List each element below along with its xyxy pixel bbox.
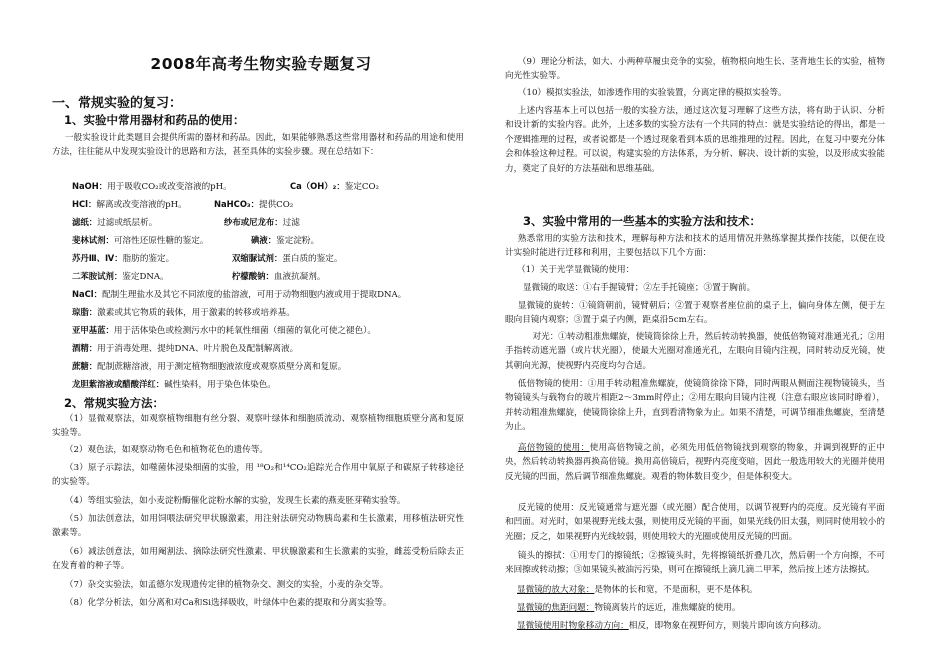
section-heading-1: 一、常规实验的复习： — [52, 96, 183, 111]
high-power-label: 高倍物镜的使用： — [517, 443, 590, 453]
reagent-term: NaHCO₃： — [214, 199, 259, 209]
method-10: （10）模拟实验法，如渗透作用的实验装置，分离定律的模拟实验等。 — [517, 88, 787, 98]
reagent-desc: 激素或其它物质的载体，用于激素的转移或培养基。 — [97, 308, 295, 318]
reagent-term: 蔗糖： — [72, 361, 98, 371]
techniques-intro: 熟悉常用的实验方法和技术，理解每种方法和技术的适用情况并熟练掌握其操作技能，以便在设计实验时能进行迁移和利用，主要包括以下几个方面： — [505, 234, 885, 259]
reagent-naoh — [72, 179, 232, 194]
movement-note — [517, 619, 885, 633]
microscope-placement: 显微镜的旋转：①镜筒朝前，镜臂朝后；②置于观察者座位前的桌子上，偏向身体左侧，便于左眼向目镜内观察；③置于桌子内侧，距桌沿5cm左右。 — [505, 301, 885, 326]
method-3: （3）原子示踪法，如噬菌体浸染细菌的实验，用 ¹⁸O₂和¹⁴CO₂追踪光合作用中氧原子和碳原子转移途径的实验等。 — [52, 463, 464, 488]
reagent-term: 二苯胺试剂： — [72, 271, 123, 281]
method-6: （6）减法创意法，如用阉割法、摘除法研究性激素、甲状腺激素和生长激素的实验，雌蕊受粉后除去正在发育着的种子等。 — [52, 547, 464, 572]
low-power-use: 低倍物镜的使用：①用手转动粗准焦螺旋，使镜筒徐徐下降，同时两眼从侧面注视物镜镜头，当物镜镜头与载物台的玻片相距2～3mm时停止；②用左眼向目镜内注视（注意右眼应该同时睁着），并转动粗准焦螺旋，使镜筒徐徐上升，直到看清物象为止。如果不清楚，可调节细准焦螺旋，至清楚为止。 — [505, 379, 885, 433]
reagent-term: 龙胆紫溶液或醋酸洋红： — [72, 379, 165, 389]
reagent-term: 滤纸： — [72, 217, 98, 227]
reagent-desc: 脂肪的鉴定。 — [122, 254, 175, 264]
subsection-heading-1: 1、实验中常用器材和药品的使用： — [64, 113, 245, 127]
reagent-desc: 蛋白质的鉴定。 — [282, 254, 343, 264]
reagent-desc: 过滤 — [282, 218, 300, 228]
reagent-desc: 鉴定DNA。 — [122, 272, 169, 282]
reagent-term: NaOH： — [72, 181, 108, 191]
focus-text: 物镜离装片的远近，准焦螺旋的使用。 — [594, 603, 741, 613]
mirror-use: 反光镜的使用：反光镜通常与遮光器（或光圈）配合使用，以调节视野内的亮度。反光镜有平面和凹面。对光时，如果视野光线太强，则使用反光镜的平面，如果光线仍旧太强，则同时使用较小的光圈；反之，如果视野内光线较弱，则使用较大的光圈或使用反光镜的凹面。 — [505, 503, 885, 542]
reagent-term: 琼脂： — [72, 307, 98, 317]
reagent-term: NaCl： — [72, 289, 103, 299]
high-power-use — [505, 441, 885, 484]
reagent-biuret — [232, 251, 342, 266]
microscope-carry: 显微镜的取送：①右手握镜臂；②左手托镜座；③置于胸前。 — [523, 283, 756, 293]
reagent-desc: 用于吸收CO₂或改变溶液的pH。 — [107, 182, 232, 192]
reagent-nacl — [72, 287, 406, 302]
reagent-term: 碘液： — [251, 235, 277, 245]
reagent-fehling — [72, 233, 208, 248]
reagent-alcohol — [72, 341, 298, 356]
reagent-term: 斐林试剂： — [72, 235, 114, 245]
subsection-heading-2: 2、常规实验方法： — [64, 396, 165, 410]
reagent-desc: 可溶性还原性糖的鉴定。 — [113, 236, 209, 246]
reagent-term: 纱布或尼龙布： — [224, 217, 283, 227]
focus-label: 显微镜的焦距问题： — [517, 603, 595, 613]
reagent-desc: 配制蔗糖溶液，用于测定植物细胞液浓度或观察质壁分离和复原。 — [97, 362, 347, 372]
reagent-term: Ca（OH）₂： — [290, 181, 345, 191]
page-title: 2008年高考生物实验专题复习 — [150, 55, 372, 73]
method-7: （7）杂交实验法，如孟德尔发现遗传定律的植物杂交、测交的实验，小麦的杂交等。 — [64, 580, 389, 590]
subsection-heading-3: 3、实验中常用的一些基本的实验方法和技术： — [523, 214, 761, 228]
reagent-desc: 解离或改变溶液的pH。 — [96, 200, 187, 210]
movement-text: 相反，即物象在视野何方，则装片即向该方向移动。 — [628, 621, 827, 631]
reagent-term: 酒精： — [72, 343, 98, 353]
reagent-term: 苏丹Ⅲ、Ⅳ： — [72, 253, 123, 263]
reagent-gentian-violet — [72, 377, 276, 392]
method-5: （5）加法创意法，如用饲喂法研究甲状腺激素，用注射法研究动物胰岛素和生长激素，用移植法研究性激素等。 — [52, 514, 464, 539]
method-9: （9）理论分析法，如大、小两种草履虫竞争的实验，植物根向地生长、茎背地生长的实验，植物向光性实验等。 — [505, 57, 885, 82]
reagent-iodine — [251, 233, 319, 248]
intro-paragraph: 一般实验设计此类题目会提供所需的器材和药品。因此，如果能够熟悉这些常用器材和药品的用途和使用方法，往往能从中发现实验设计的思路和方法，甚至具体的实验步骤。现在总结如下： — [52, 133, 464, 158]
reagent-term: 双缩脲试剂： — [232, 253, 283, 263]
reagent-methylene-blue — [72, 323, 376, 338]
reagent-term: 亚甲基蓝： — [72, 325, 114, 335]
reagent-hcl — [72, 197, 187, 212]
magnification-text: 是物体的长和宽，不是面积，更不是体积。 — [594, 585, 758, 595]
summary-paragraph: 上述内容基本上可以包括一般的实验方法，通过这次复习理解了这些方法，将有助于认识、分析和设计新的实验内容。此外，上述多数的实验方法有一个共同的特点：就是实验结论的得出，都是一个逻辑推理的过程，或者说都是一个透过现象看到本质的思维推理的过程。因此，在复习中要充分体会和体验这种过程。可以说，构建实验的方法体系，为分析、解决、设计新的实验，以及形成实验能力，奠定了良好的方法基础和思维基础。 — [505, 106, 885, 174]
reagent-term: 柠檬酸钠： — [232, 271, 274, 281]
magnification-note — [517, 583, 885, 597]
movement-label: 显微镜使用时物象移动方向： — [517, 621, 629, 631]
method-4: （4）等组实验法，如小麦淀粉酶催化淀粉水解的实验，发现生长素的燕麦胚芽鞘实验等。 — [64, 496, 406, 506]
magnification-label: 显微镜的放大对象： — [517, 585, 595, 595]
reagent-agar — [72, 305, 295, 320]
reagent-desc: 提供CO₂ — [258, 200, 294, 210]
method-1: （1）显微观察法，如观察植物细胞有丝分裂、观察叶绿体和细胞质流动、观察植物细胞质壁分离和复原实验等。 — [52, 414, 464, 439]
high-power-text: 使用高倍物镜之前，必须先用低倍物镜找到观察的物象，并调到视野的正中央，然后转动转换器再换高倍镜。换用高倍镜后，视野内亮度变暗，因此一般选用较大的光圈并使用反光镜的凹面，然后调节细准焦螺旋。观看的物体数目变少，但是体积变大。 — [505, 443, 885, 482]
reagent-desc: 鉴定CO₂ — [344, 182, 379, 192]
reagent-caoh — [290, 179, 379, 194]
reagent-desc: 用于活体染色或检测污水中的耗氧性细菌（细菌的氧化可使之褪色）。 — [113, 326, 376, 336]
reagent-diphenylamine — [72, 269, 169, 284]
reagent-nahco3 — [214, 197, 293, 212]
method-8: （8）化学分析法，如分离和对Ca和Si选择吸收，叶绿体中色素的提取和分离实验等。 — [64, 598, 392, 608]
reagent-desc: 配制生理盐水及其它不同浓度的盐溶液，可用于动物细胞内液或用于提取DNA。 — [102, 290, 407, 300]
lens-cleaning: 镜头的擦拭：①用专门的擦镜纸；②擦镜头时，先将擦镜纸折叠几次，然后朝一个方向擦，不可来回擦或转动擦；③如果镜头被油污污染，则可在擦镜纸上滴几滴二甲苯，然后按上述方法擦拭。 — [505, 551, 885, 576]
reagent-desc: 用于消毒处理、提纯DNA、叶片脱色及配制解离液。 — [97, 344, 299, 354]
reagent-term: HCl： — [72, 199, 97, 209]
focus-note — [517, 601, 885, 615]
reagent-desc: 碱性染料，用于染色体染色。 — [164, 380, 276, 390]
reagent-sudan — [72, 251, 174, 266]
microscope-light: 对光：①转动粗准焦螺旋，使镜筒徐徐上升，然后转动转换器，使低倍物镜对准通光孔；②用手指转动遮光器（或片状光圈），使最大光圈对准通光孔，左眼向目镜内注视，同时转动反光镜，使其朝向光源，使视野内亮度均匀合适。 — [505, 332, 885, 371]
reagent-filter-paper — [72, 215, 157, 230]
method-2: （2）观色法，如观察动物毛色和植物花色的遗传等。 — [64, 445, 269, 455]
reagent-gauze — [224, 215, 300, 230]
reagent-desc: 过滤或纸层析。 — [97, 218, 158, 228]
reagent-desc: 血液抗凝剂。 — [273, 272, 326, 282]
reagent-desc: 鉴定淀粉。 — [276, 236, 320, 246]
microscope-heading: （1）关于光学显微镜的使用： — [517, 265, 635, 275]
reagent-sucrose — [72, 359, 346, 374]
reagent-citrate — [232, 269, 325, 284]
